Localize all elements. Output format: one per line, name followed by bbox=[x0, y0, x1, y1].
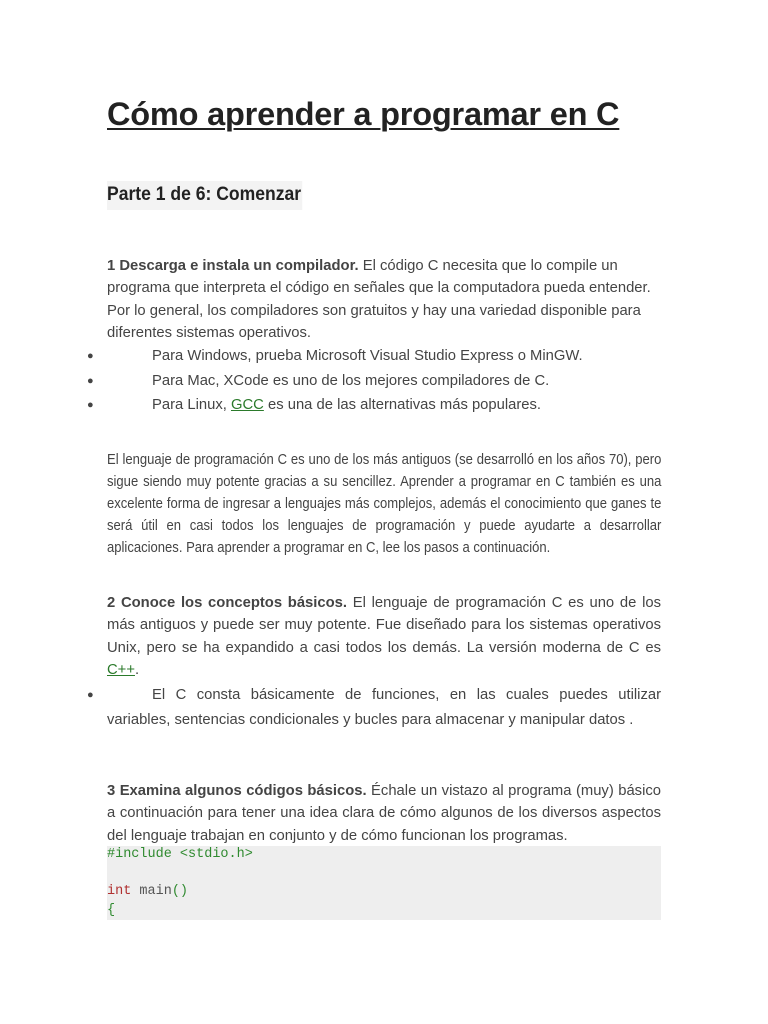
bullet-icon: ● bbox=[87, 399, 94, 411]
code-keyword: int bbox=[107, 884, 132, 899]
step-2-lead: 2 Conoce los conceptos básicos. bbox=[107, 595, 348, 611]
bullet-icon: ● bbox=[87, 374, 94, 387]
page-title: Cómo aprender a programar en C bbox=[107, 96, 620, 132]
step-3-lead: 3 Examina algunos códigos básicos. bbox=[107, 783, 367, 799]
bullet-icon: ● bbox=[87, 689, 94, 701]
cpp-link[interactable]: C++ bbox=[107, 662, 135, 679]
step-1-paragraph bbox=[107, 255, 661, 345]
code-include: #include <stdio.h> bbox=[107, 847, 253, 862]
list-item: ● Para Mac, XCode es uno de los mejores compiladores de C. bbox=[107, 369, 661, 394]
code-function: main bbox=[131, 884, 172, 899]
step-2-paragraph: 2 Conoce los conceptos básicos. El lenguaje de programación C es uno de los más antiguos y puede ser muy potente. Fue diseñado para los sistemas operativos Unix, pero se ha expandido a casi todos los demás. La versión moderna de C es C++. bbox=[107, 595, 661, 679]
gcc-link[interactable]: GCC bbox=[230, 397, 264, 413]
code-brace: { bbox=[107, 902, 116, 918]
step-2-bullet: ● El C consta básicamente de funciones, en las cuales puedes utilizar variables, sentencias condicionales y bucles para almacenar y manipular datos . bbox=[107, 683, 661, 732]
step-1-text: El código C necesita que lo compile un programa que interpreta el código en señales que la computadora pueda entender. Por lo general, los compiladores son gratuitos y hay una variedad disponible para diferentes sistemas operativos. bbox=[107, 258, 651, 342]
list-item: ● Para Linux, GCC es una de las alternativas más populares. bbox=[107, 393, 661, 418]
intro-note: El lenguaje de programación C es uno de los más antiguos (se desarrolló en los años 70), pero sigue siendo muy potente gracias a su sencillez. Aprender a programar en C también es una excelente forma de ingresar a lenguajes más complejos, además el conocimiento que ganes te será útil en casi todos los lenguajes de programación y puede ayudarte a desarrollar aplicaciones. Para aprender a programar en C, lee los pasos a continuación. bbox=[107, 452, 662, 556]
part-heading: Parte 1 de 6: Comenzar bbox=[107, 181, 302, 210]
code-block: #include <stdio.h> int main() { bbox=[107, 846, 661, 920]
compiler-list bbox=[87, 344, 661, 418]
list-item: ● Para Windows, prueba Microsoft Visual Studio Express o MinGW. bbox=[107, 344, 661, 369]
step-3-paragraph: 3 Examina algunos códigos básicos. Échale un vistazo al programa (muy) básico a continuación para tener una idea clara de cómo algunos de los diversos aspectos del lenguaje trabajan en conjunto y de cómo funcionan los programas. bbox=[107, 783, 661, 844]
bullet-icon: ● bbox=[87, 350, 94, 362]
step-1-lead: 1 Descarga e instala un compilador. bbox=[107, 258, 359, 274]
